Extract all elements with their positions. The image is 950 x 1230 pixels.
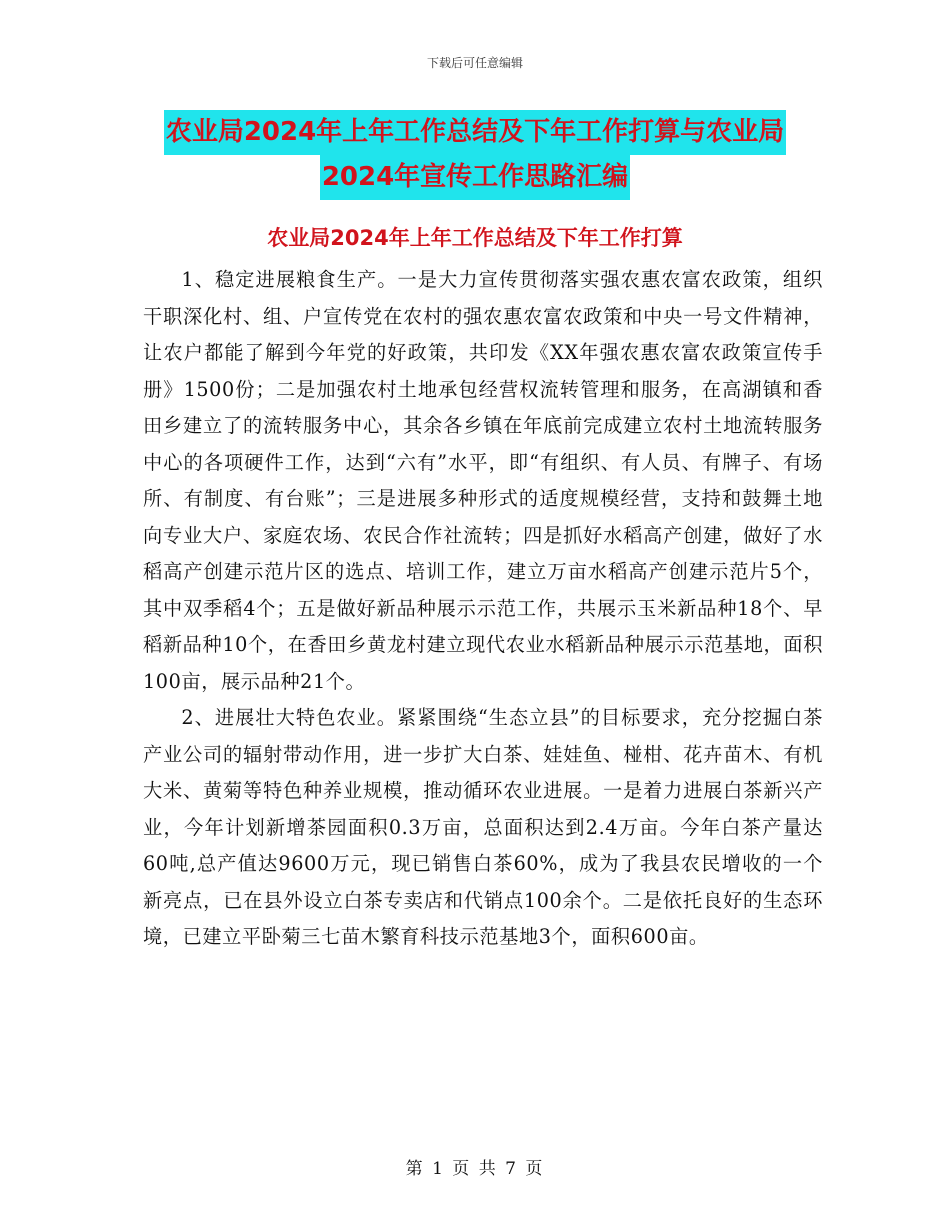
document-title [0, 110, 950, 200]
section-title: 农业局2024年上年工作总结及下年工作打算 [267, 226, 683, 250]
paragraph-1: 1、稳定进展粮食生产。一是大力宣传贯彻落实强农惠农富农政策，组织干职深化村、组、户宣传党在农村的强农惠农富农政策和中央一号文件精神，让农户都能了解到今年党的好政策，共印发《XX年强农惠农富农政策宣传手册》1500份；二是加强农村土地承包经营权流转管理和服务，在高湖镇和香田乡建立了的流转服务中心，其余各乡镇在年底前完成建立农村土地流转服务中心的各项硬件工作，达到“六有”水平，即“有组织、有人员、有牌子、有场所、有制度、有台账”；三是进展多种形式的适度规模经营，支持和鼓舞土地向专业大户、家庭农场、农民合作社流转；四是抓好水稻高产创建，做好了水稻高产创建示范片区的选点、培训工作，建立万亩水稻高产创建示范片5个，其中双季稻4个；五是做好新品种展示示范工作，共展示玉米新品种18个、早稻新品种10个，在香田乡黄龙村建立现代农业水稻新品种展示示范基地，面积100亩，展示品种21个。 [143, 268, 823, 693]
document-title-line-1: 农业局2024年上年工作总结及下年工作打算与农业局 [164, 110, 786, 155]
header-note: 下载后可任意编辑 [426, 56, 523, 70]
body-content [143, 262, 823, 956]
page-number-footer: 第 1 页 共 7 页 [405, 1159, 545, 1179]
document-title-line-2: 2024年宣传工作思路汇编 [320, 155, 630, 200]
paragraph-2: 2、进展壮大特色农业。紧紧围绕“生态立县”的目标要求，充分挖掘白茶产业公司的辐射带动作用，进一步扩大白茶、娃娃鱼、椪柑、花卉苗木、有机大米、黄菊等特色种养业规模，推动循环农业进展。一是着力进展白茶新兴产业，今年计划新增茶园面积0.3万亩，总面积达到2.4万亩。今年白茶产量达60吨,总产值达9600万元，现已销售白茶60%，成为了我县农民增收的一个新亮点，已在县外设立白茶专卖店和代销点100余个。二是依托良好的生态环境，已建立平卧菊三七苗木繁育科技示范基地3个，面积600亩。 [143, 706, 823, 948]
